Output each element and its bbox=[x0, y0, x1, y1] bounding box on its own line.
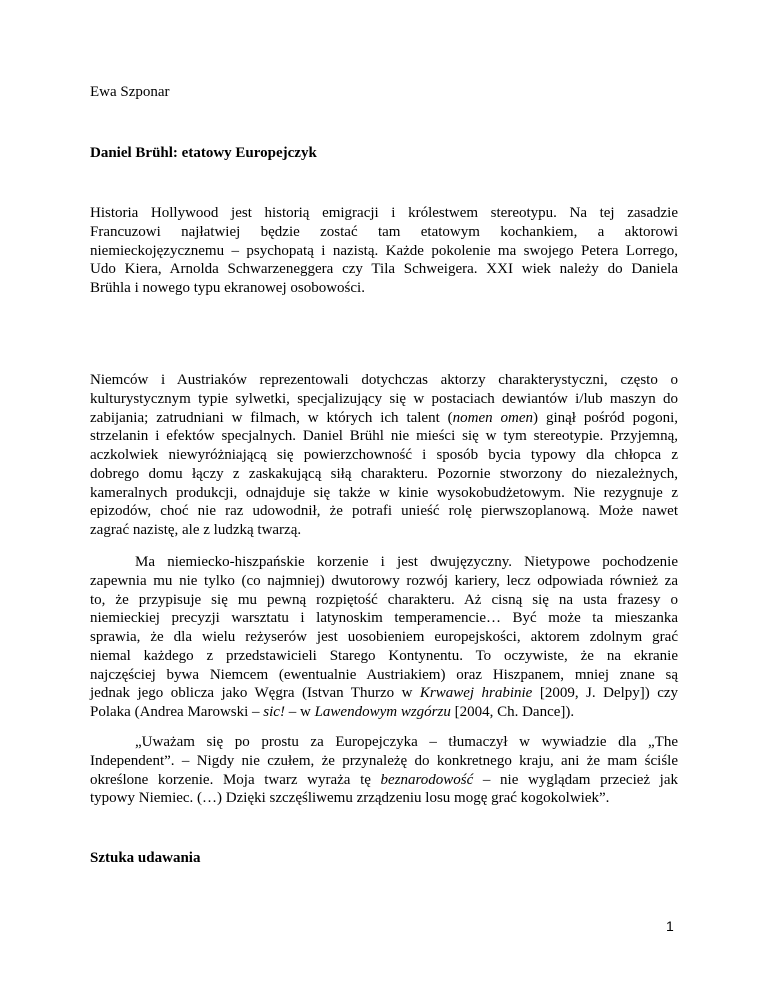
text-run: epizodów, choć nie raz udowodnił, że potrafi unieść rolę pierwszoplanową. Może nawet bbox=[90, 503, 678, 520]
page-number: 1 bbox=[666, 918, 674, 934]
italic-text-run: Lawendowym wzgórzu bbox=[314, 704, 451, 720]
text-run: kulturystycznym typie sylwetki, specjalizujący się w postaciach dewiantów i/lub maszyn do bbox=[90, 390, 678, 407]
text-line bbox=[90, 703, 678, 722]
text-run: Historia Hollywood jest historią emigracji i królestwem stereotypu. Na tej zasadzie bbox=[90, 205, 678, 221]
text-run: najczęściej bywa Niemcem (ewentualnie Austriakiem) oraz Hiszpanem, mniej znane są bbox=[90, 666, 678, 683]
text-line bbox=[90, 789, 678, 808]
italic-text-run: Krwawej hrabinie bbox=[419, 685, 533, 702]
text-line bbox=[90, 409, 678, 428]
text-run: Brühla i nowego typu ekranowej osobowości. bbox=[90, 280, 365, 296]
text-line bbox=[90, 553, 678, 572]
text-run: zagrać nazistę, ale z ludzką twarzą. bbox=[90, 522, 302, 538]
text-run: niemal każdego z przedstawicieli Starego Kontynentu. To oczywiste, że na ekranie bbox=[90, 647, 678, 664]
text-line bbox=[90, 242, 678, 261]
paragraph-origins bbox=[90, 553, 678, 722]
text-run: Francuzowi najłatwiej będzie zostać tam etatowym kochankiem, a aktorowi bbox=[90, 223, 678, 240]
paragraph-intro bbox=[90, 204, 678, 298]
paragraph-quote bbox=[90, 733, 678, 808]
text-line bbox=[90, 502, 678, 521]
text-run: jednak jego oblicza jako Węgra (Istvan Thurzo w bbox=[90, 685, 420, 702]
text-line bbox=[90, 427, 678, 446]
text-run: Ma niemiecko-hiszpańskie korzenie i jest dwujęzyczny. Nietypowe pochodzenie bbox=[135, 554, 678, 570]
text-run: ) ginął pośród pogoni, bbox=[533, 409, 678, 426]
text-run: kameralnych produkcji, odnajduje się także w kinie wysokobudżetowym. Nie rezygnuje z bbox=[90, 484, 678, 501]
text-line bbox=[90, 771, 678, 790]
text-line bbox=[90, 666, 678, 685]
text-line bbox=[90, 484, 678, 503]
text-line bbox=[90, 591, 678, 610]
text-line bbox=[90, 752, 678, 771]
text-line bbox=[90, 465, 678, 484]
text-run: to, że przypisuje się mu pewną rozpiętość charakteru. Aż cisną się na usta frazesy o bbox=[90, 591, 678, 608]
text-run: aczkolwiek niewyróżniającą się powierzchowność i sposób bycia typowy dla chłopca z bbox=[90, 447, 678, 463]
text-run: [2009, J. Delpy]) czy bbox=[532, 685, 679, 702]
text-line bbox=[90, 204, 678, 223]
text-run: „Uważam się po prostu za Europejczyka – tłumaczył w wywiadzie dla „The bbox=[135, 734, 678, 750]
italic-text-run: nomen omen bbox=[452, 409, 534, 426]
text-run: określone korzenie. Moja twarz wyraża tę bbox=[90, 771, 381, 788]
text-run: zapewnia mu nie tylko (co najmniej) dwutorowy rozwój kariery, lecz odpowiada również za bbox=[90, 572, 678, 589]
paragraph-stereotype bbox=[90, 371, 678, 540]
text-line bbox=[90, 733, 678, 752]
text-run: – w bbox=[284, 704, 315, 720]
text-run: niemieckiej precyzji warsztatu i latynoskim temperamencie… Być może ta mieszanka bbox=[90, 610, 678, 627]
text-line bbox=[90, 260, 678, 279]
text-line bbox=[90, 521, 678, 540]
text-run: niemieckojęzycznemu – psychopatą i nazistą. Każde pokolenie ma swojego Petera Lorrego, bbox=[90, 242, 678, 259]
text-run: strzelanin i efektów specjalnych. Daniel Brühl nie mieści się w tym stereotypie. Przyjemną, bbox=[90, 428, 678, 445]
text-run: Niemców i Austriaków reprezentowali dotychczas aktorzy charakterystyczni, często o bbox=[90, 372, 678, 388]
text-line bbox=[90, 371, 678, 390]
text-line bbox=[90, 609, 678, 628]
text-line bbox=[90, 684, 678, 703]
text-line bbox=[90, 628, 678, 647]
italic-text-run: sic! bbox=[263, 704, 285, 720]
text-run: zabijania; zatrudniani w filmach, w których ich talent ( bbox=[90, 409, 453, 426]
text-run: Independent”. – Nigdy nie czułem, że przynależę do konkretnego kraju, ani że mam ściśle bbox=[90, 752, 678, 769]
text-line bbox=[90, 390, 678, 409]
text-run: Udo Kiera, Arnolda Schwarzeneggera czy Tila Schweigera. XXI wiek należy do Daniela bbox=[90, 261, 678, 278]
text-run: typowy Niemiec. (…) Dzięki szczęśliwemu zrządzeniu losu mogę grać kogokolwiek”. bbox=[90, 790, 610, 807]
author-name: Ewa Szponar bbox=[90, 84, 170, 100]
text-run: sprawia, że dla wielu reżyserów jest uosobieniem europejskości, aktorem zdolnym grać bbox=[90, 629, 678, 645]
text-run: Polaka (Andrea Marowski – bbox=[90, 704, 264, 720]
section-heading: Sztuka udawania bbox=[90, 850, 201, 866]
text-line bbox=[90, 446, 678, 465]
italic-text-run: beznarodowość bbox=[380, 771, 474, 788]
text-run: [2004, Ch. Dance]). bbox=[450, 704, 575, 720]
text-run: dobrego domu łączy z zaskakującą siłą charakteru. Pozornie stworzony do niezależnych, bbox=[90, 465, 678, 482]
text-line bbox=[90, 572, 678, 591]
text-run: – nie wyglądam przecież jak bbox=[473, 771, 678, 788]
document-title: Daniel Brühl: etatowy Europejczyk bbox=[90, 145, 317, 161]
text-line bbox=[90, 279, 678, 298]
text-line bbox=[90, 223, 678, 242]
text-line bbox=[90, 647, 678, 666]
